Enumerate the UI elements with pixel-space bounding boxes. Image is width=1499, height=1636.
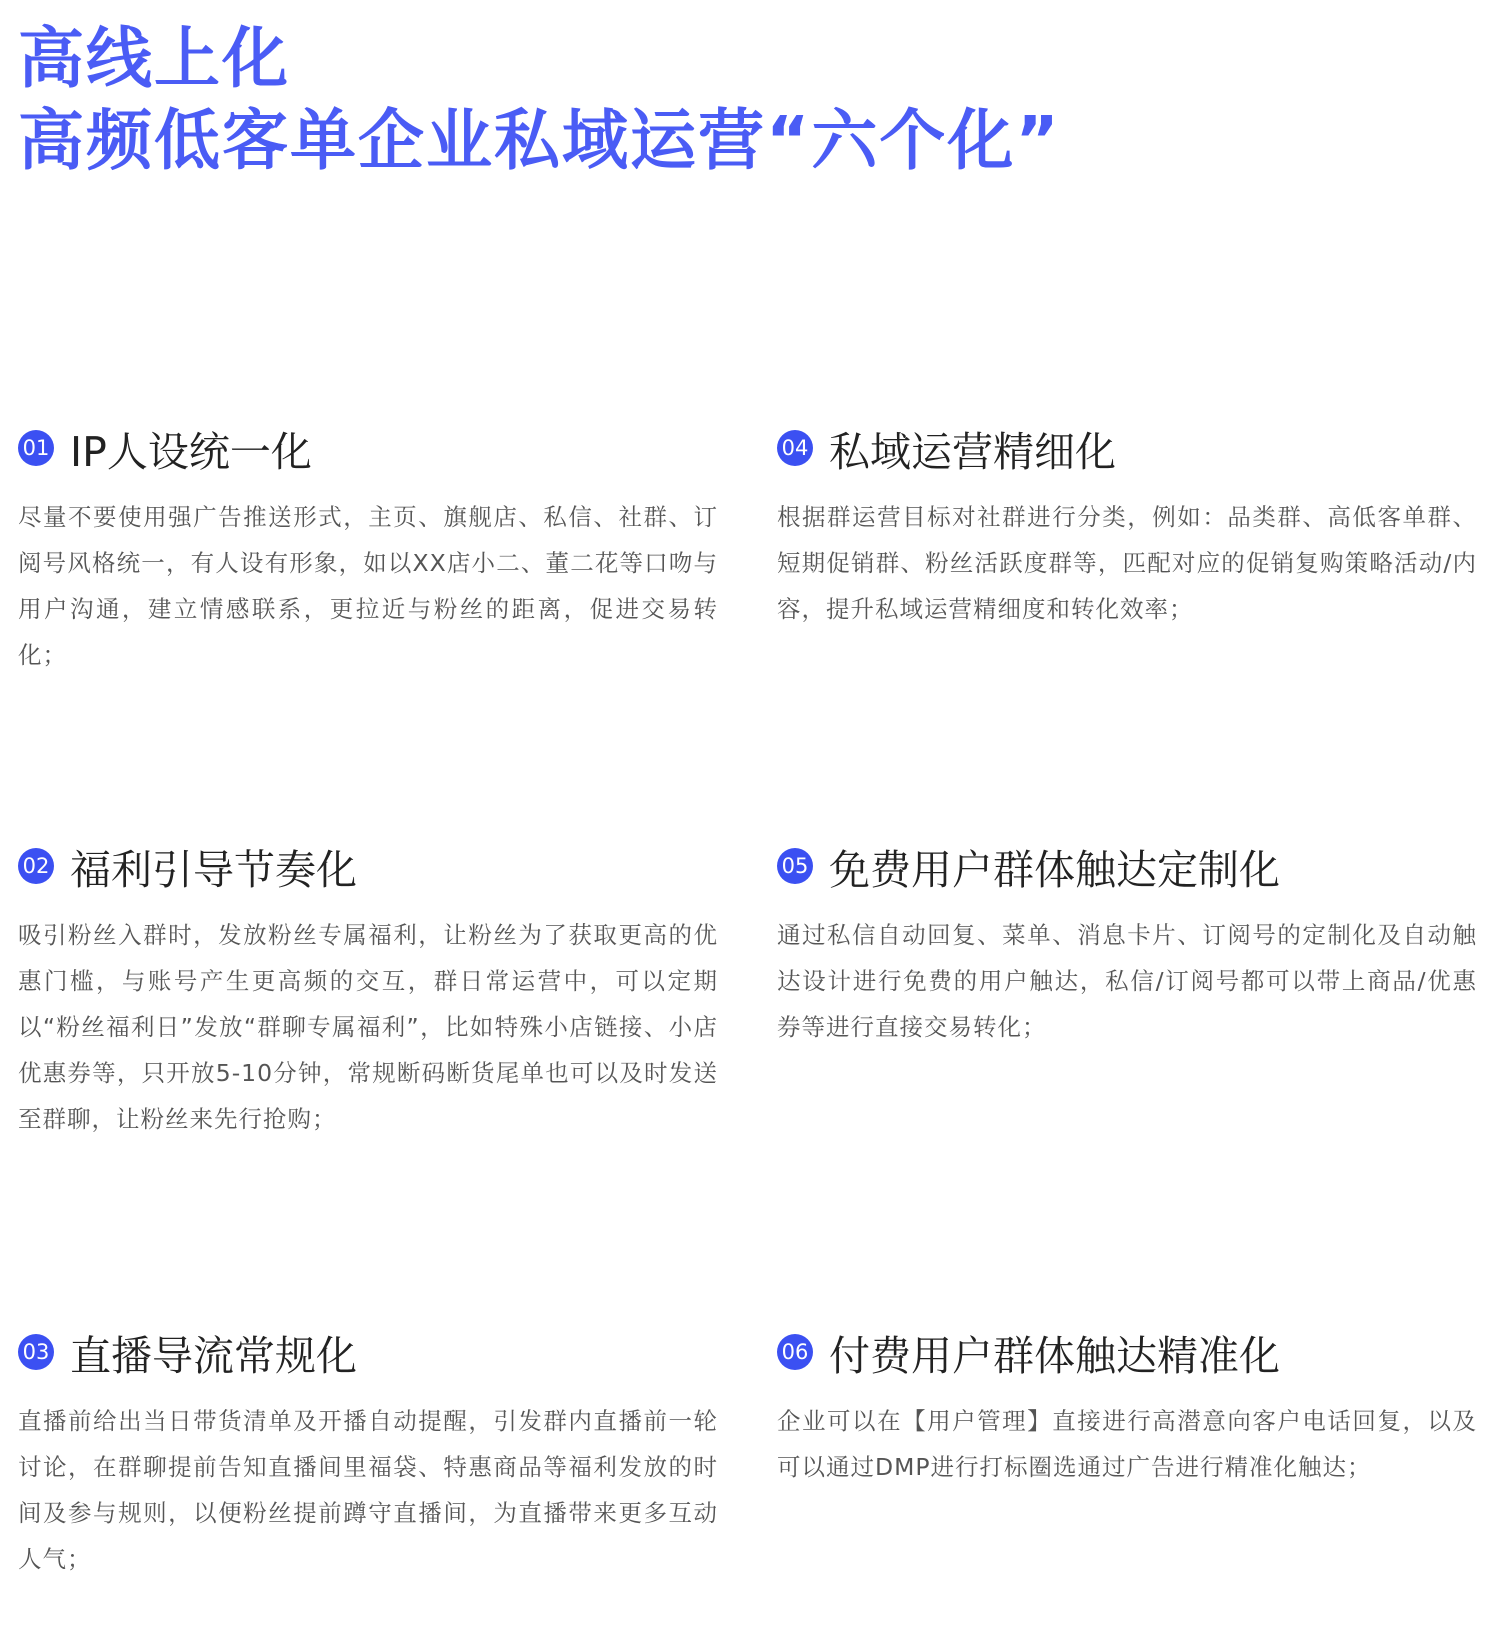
- section-number-badge: 04: [777, 430, 813, 466]
- section-title: 私域运营精细化: [829, 427, 1116, 476]
- section-title: 直播导流常规化: [70, 1331, 357, 1380]
- section-number-badge: 02: [18, 848, 54, 884]
- section-heading: [777, 1322, 1477, 1382]
- section-title: 福利引导节奏化: [70, 845, 357, 894]
- section-heading: [777, 836, 1477, 896]
- section-heading: [18, 1322, 718, 1382]
- section-welfare-rhythm: [18, 836, 718, 1142]
- section-title: IP人设统一化: [70, 427, 312, 476]
- page-title-line-1: 高线上化: [18, 20, 290, 97]
- section-description: 通过私信自动回复、菜单、消息卡片、订阅号的定制化及自动触达设计进行免费的用户触达，私信/订阅号都可以带上商品/优惠券等进行直接交易转化；: [777, 921, 1477, 1041]
- section-description: 根据群运营目标对社群进行分类，例如：品类群、高低客单群、短期促销群、粉丝活跃度群等，匹配对应的促销复购策略活动/内容，提升私域运营精细度和转化效率；: [777, 503, 1477, 623]
- page-header: [18, 18, 1061, 182]
- section-description: 尽量不要使用强广告推送形式，主页、旗舰店、私信、社群、订阅号风格统一，有人设有形象，如以XX店小二、董二花等口吻与用户沟通，建立情感联系，更拉近与粉丝的距离，促进交易转化；: [18, 503, 718, 669]
- section-private-ops: [777, 418, 1477, 632]
- page-title-line-2: 高频低客单企业私域运营“六个化”: [18, 102, 1061, 179]
- section-number-badge: 01: [18, 430, 54, 466]
- section-paid-reach: [777, 1322, 1477, 1490]
- section-heading: [18, 418, 718, 478]
- section-heading: [18, 836, 718, 896]
- section-live-traffic: [18, 1322, 718, 1582]
- section-title: 免费用户群体触达定制化: [829, 845, 1280, 894]
- section-description: 企业可以在【用户管理】直接进行高潜意向客户电话回复，以及可以通过DMP进行打标圈选通过广告进行精准化触达；: [777, 1407, 1477, 1481]
- section-number-badge: 03: [18, 1334, 54, 1370]
- section-description: 吸引粉丝入群时，发放粉丝专属福利，让粉丝为了获取更高的优惠门槛，与账号产生更高频的交互，群日常运营中，可以定期以“粉丝福利日”发放“群聊专属福利”，比如特殊小店链接、小店优惠券等，只开放5-10分钟，常规断码断货尾单也可以及时发送至群聊，让粉丝来先行抢购；: [18, 921, 718, 1133]
- section-free-reach: [777, 836, 1477, 1050]
- section-number-badge: 06: [777, 1334, 813, 1370]
- section-heading: [777, 418, 1477, 478]
- section-ip-persona: [18, 418, 718, 678]
- section-title: 付费用户群体触达精准化: [829, 1331, 1280, 1380]
- section-number-badge: 05: [777, 848, 813, 884]
- section-description: 直播前给出当日带货清单及开播自动提醒，引发群内直播前一轮讨论，在群聊提前告知直播间里福袋、特惠商品等福利发放的时间及参与规则，以便粉丝提前蹲守直播间，为直播带来更多互动人气；: [18, 1407, 718, 1573]
